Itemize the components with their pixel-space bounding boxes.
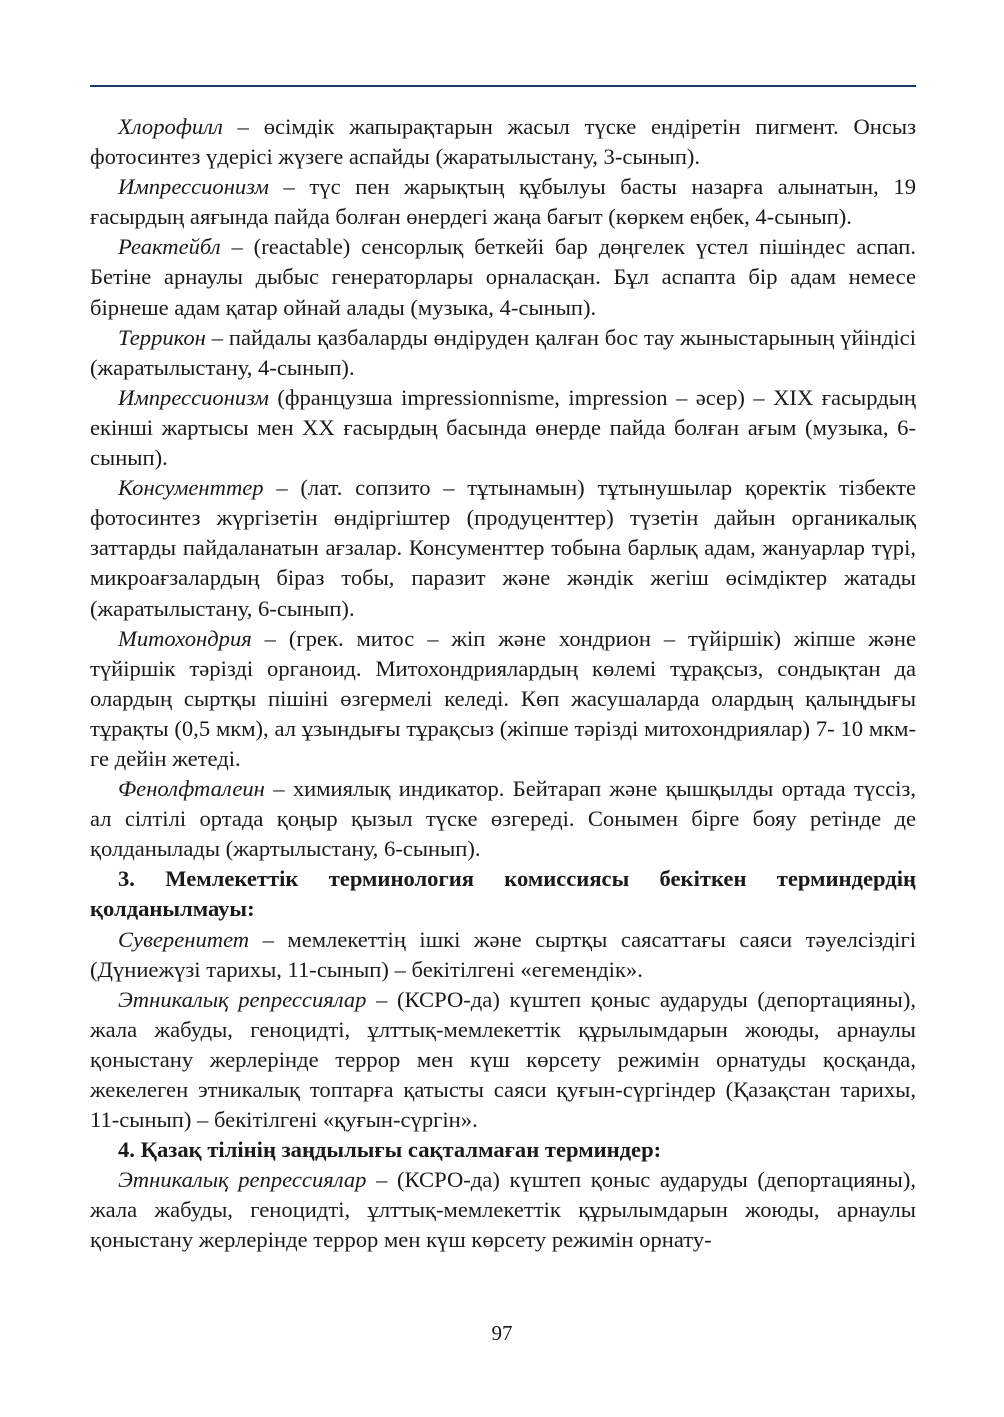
entry-term: Этникалық репрессиялар (118, 1167, 367, 1193)
entry-reactable (90, 232, 916, 322)
page-body (90, 112, 916, 1256)
entry-terrikon (90, 323, 916, 383)
entry-impressionism-2 (90, 383, 916, 473)
entry-term: Этникалық репрессиялар (118, 986, 367, 1012)
header-rule (90, 85, 916, 87)
entry-term: Импрессионизм (118, 384, 269, 410)
section-heading-3: 3. Мемлекеттік терминология комиссиясы бекіткен терминдердің қолданылмауы: (90, 866, 916, 922)
entry-sovereignty (90, 925, 916, 985)
entry-term: Суверенитет (118, 926, 250, 952)
entry-impressionism-1 (90, 172, 916, 232)
entry-mitochondria (90, 624, 916, 774)
section-heading-4: 4. Қазақ тілінің заңдылығы сақталмаған терминдер: (118, 1137, 662, 1163)
entry-definition: (французша impressionnisme, impression – әсер) – XIX ғасырдың екінші жартысы мен XX ғасырдың басында өнерде пайда болған ағым (музыка, 6-сынып). (90, 384, 916, 471)
entry-term: Хлорофилл (118, 114, 223, 139)
entry-consumers (90, 473, 916, 623)
entry-definition: – түс пен жарықтың құбылуы басты назарға алынатын, 19 ғасырдың аяғында пайда болған өнердегі жаңа бағыт (көркем еңбек, 4-сынып). (90, 174, 916, 230)
entry-term: Террикон (118, 324, 206, 350)
entry-definition: – (лат. сопзито – тұтынамын) тұтынушылар қоректік тізбекте фотосинтез жүргізетін өндіргіштер (продуценттер) түзетін дайын органикалық заттарды пайдаланатын ағзалар. Консументтер тобына барлық адам, жануарлар түрі, микроағзалардың біраз тобы, паразит және жәндік жегіш өсімдіктер жатады (жаратылыстану, 6-сынып). (90, 475, 916, 621)
entry-term: Импрессионизм (118, 174, 269, 200)
entry-definition: – (грек. митос – жіп және хондрион – түйіршік) жіпше және түйіршік тәрізді органоид. Митохондриялардың көлемі тұрақсыз, сондықтан да олардың сыртқы пішіні өзгермелі келеді. Көп жасушаларда олардың қалыңдығы тұрақты (0,5 мкм), ал ұзындығы тұрақсыз (жіпше тәрізді митохондриялар) 7- 10 мкм-ге дейін жетеді. (90, 625, 916, 771)
entry-phenolphthalein (90, 774, 916, 864)
entry-term: Фенолфталеин (118, 776, 265, 802)
entry-term: Консументтер (118, 475, 264, 501)
entry-chlorophyll (90, 112, 916, 172)
page-number: 97 (491, 1321, 513, 1345)
entry-definition: – химиялық индикатор. Бейтарап және қышқылды ортада түссіз, ал сілтілі ортада қоңыр қызыл түске өзгереді. Сонымен бірге бояу ретінде де қолданылады (жартылыстану, 6-сынып). (90, 776, 916, 862)
entry-term: Митохондрия (118, 625, 252, 651)
entry-definition: – мемлекеттің ішкі және сыртқы саясаттағы саяси тәуелсіздігі (Дүниежүзі тарихы, 11-сынып) – бекітілгені «егемендік». (90, 926, 916, 982)
entry-definition: – (reactable) сенсорлық беткейі бар дөңгелек үстел пішіндес аспап. Бетіне арнаулы дыбыс генераторлары орналасқан. Бұл аспапта бір адам немесе бірнеше адам қатар ойнай алады (музыка, 4-сынып). (90, 234, 916, 320)
entry-definition: – өсімдік жапырақтарын жасыл түске ендіретін пигмент. Онсыз фотосинтез үдерісі жүзеге аспайды (жаратылыстану, 3-сынып). (90, 114, 916, 170)
entry-term: Реактейбл (118, 234, 221, 260)
entry-ethnic-repressions-1 (90, 985, 916, 1135)
entry-definition: – пайдалы қазбаларды өндіруден қалған бос тау жыныстарының үйіндісі (жаратылыстану, 4-сынып). (90, 324, 916, 380)
entry-definition: – (КСРО-да) күштеп қоныс аударуды (депортацияны), жала жабуды, геноцидті, ұлттық-мемлекеттік құрылымдарын жоюды, арнаулы қоныстану жерлерінде террор мен күш көрсету режимін орнатуды қосқанда, жекелеген этникалық топтарға қатысты саяси қуғын-сүргіндер (Қазақстан тарихы, 11-сынып) – бекітілгені «қуғын-сүргін». (90, 986, 916, 1133)
entry-definition: – (КСРО-да) күштеп қоныс аударуды (депортацияны), жала жабуды, геноцидті, ұлттық-мемлекеттік құрылымдарын жоюды, арнаулы қоныстану жерлерінде террор мен күш көрсету режимін орнату- (90, 1167, 916, 1253)
entry-ethnic-repressions-2 (90, 1165, 916, 1255)
